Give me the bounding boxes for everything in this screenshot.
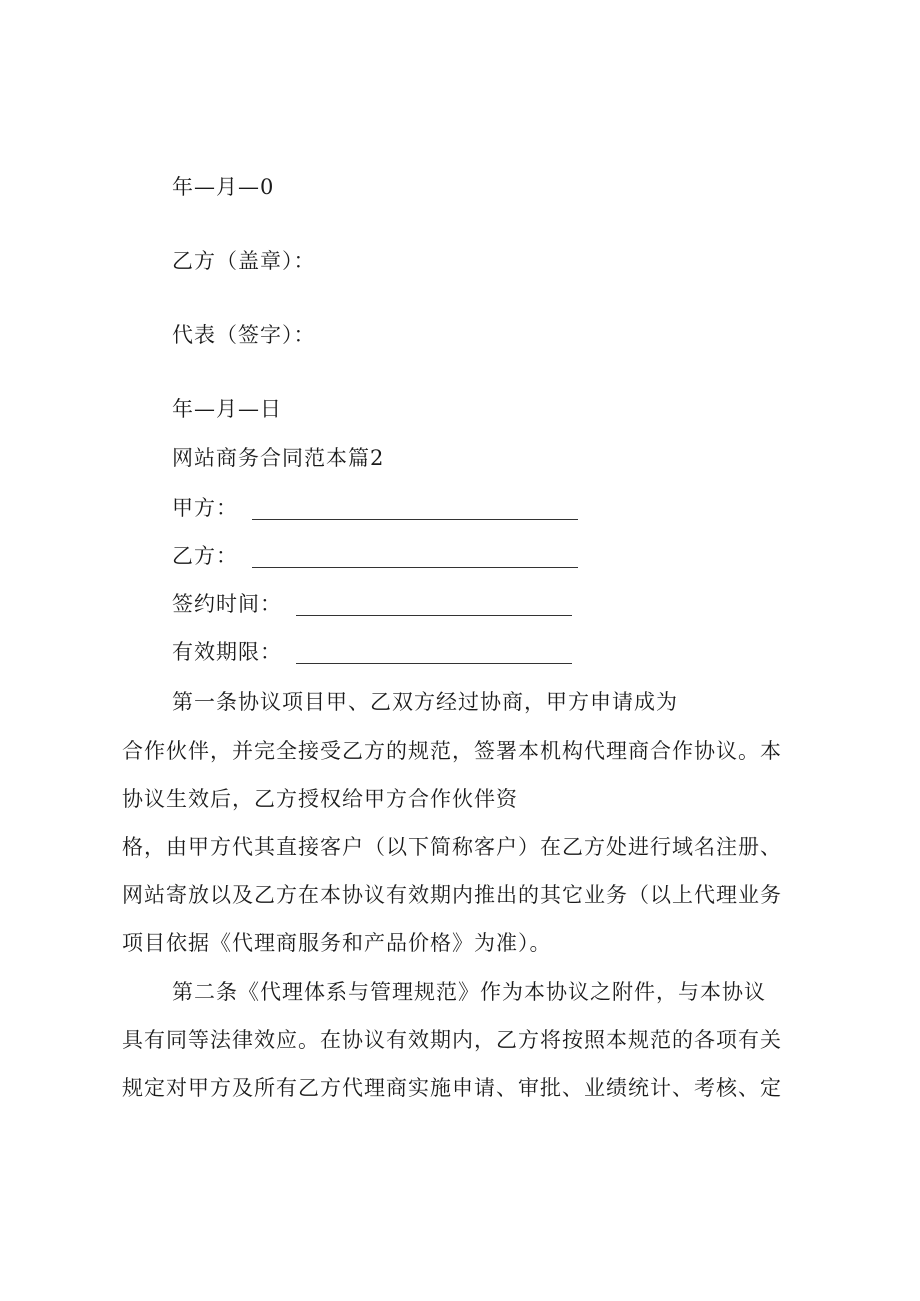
- date-line-2: 年—月—日: [172, 397, 282, 421]
- article-1-line-5: 网站寄放以及乙方在本协议有效期内推出的其它业务（以上代理业务: [122, 883, 782, 907]
- article-2-line-2: 具有同等法律效应。在协议有效期内，乙方将按照本规范的各项有关: [122, 1028, 782, 1052]
- validity-blank: [296, 643, 572, 664]
- article-1-line-2: 合作伙伴，并完全接受乙方的规范，签署本机构代理商合作协议。本: [122, 739, 782, 763]
- article-2-line-1: 第二条《代理体系与管理规范》作为本协议之附件，与本协议: [172, 980, 766, 1004]
- party-b-field: [172, 541, 578, 571]
- article-1-line-1: 第一条协议项目甲、乙双方经过协商，甲方申请成为: [172, 690, 678, 714]
- article-2-line-3: 规定对甲方及所有乙方代理商实施申请、审批、业绩统计、考核、定: [122, 1076, 782, 1100]
- party-a-field: [172, 493, 578, 523]
- party-a-blank: [252, 499, 578, 520]
- date-line-1: 年—月—0: [172, 175, 275, 199]
- sign-time-field: [172, 589, 572, 619]
- party-b-label: 乙方：: [172, 544, 238, 568]
- article-1-line-3: 协议生效后，乙方授权给甲方合作伙伴资: [122, 787, 518, 811]
- sign-time-label: 签约时间：: [172, 592, 282, 616]
- representative-sign-line: 代表（签字）：: [172, 323, 316, 347]
- sign-time-blank: [296, 595, 572, 616]
- validity-field: [172, 637, 572, 667]
- party-a-label: 甲方：: [172, 496, 238, 520]
- article-1-line-4: 格，由甲方代其直接客户（以下简称客户）在乙方处进行域名注册、: [122, 835, 782, 859]
- validity-label: 有效期限：: [172, 640, 282, 664]
- article-1-line-6: 项目依据《代理商服务和产品价格》为准）。: [122, 931, 552, 955]
- party-b-blank: [252, 547, 578, 568]
- party-b-seal-line: 乙方（盖章）：: [172, 249, 316, 273]
- section-title: 网站商务合同范本篇2: [172, 446, 385, 470]
